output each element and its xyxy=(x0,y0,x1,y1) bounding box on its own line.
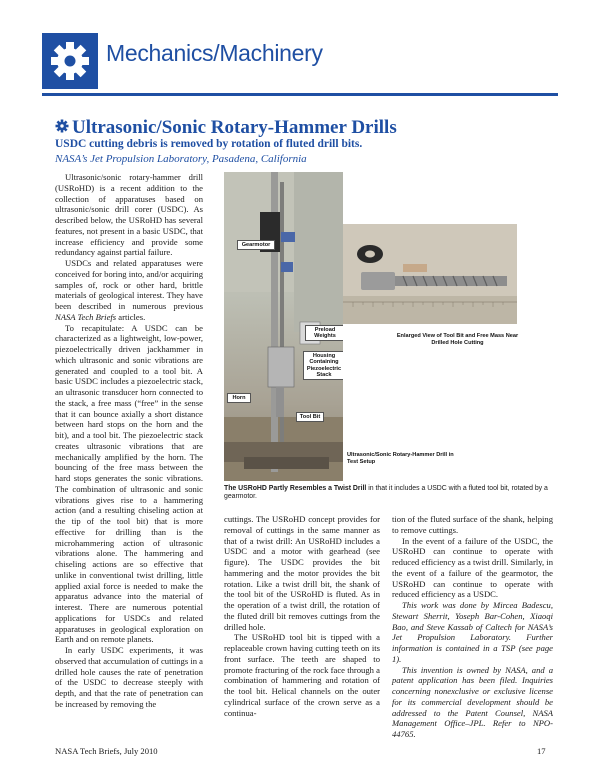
body-column-3 xyxy=(392,514,553,740)
setup-caption: Ultrasonic/Sonic Rotary-Hammer Drill in Test Setup xyxy=(347,452,454,465)
label-gearmotor: Gearmotor xyxy=(237,240,275,250)
section-title: Mechanics/Machinery xyxy=(106,40,323,66)
label-horn: Horn xyxy=(227,393,251,403)
article-subtitle: USDC cutting debris is removed by rotation of fluted drill bits. xyxy=(55,138,363,150)
section-divider xyxy=(42,93,558,96)
paragraph: cuttings. The USRoHD concept provides for removal of cuttings in the same manner as that of a twist drill: An USRoHD includes a USDC and a motor with gearhead (see figure). The USDC provides the bit hammering and the motor provides the bit rotation. Like a twist drill bit, the shank of the tool bit of the USRoHD is fluted. As in the operation of a twist drill, the rotation of the fluted drill bit removes cuttings from the drilled hole. xyxy=(224,514,380,632)
article-source: NASA’s Jet Propulsion Laboratory, Pasadena, California xyxy=(55,153,307,165)
paragraph: tion of the fluted surface of the shank, helping to remove cuttings. xyxy=(392,514,553,535)
paragraph: In early USDC experiments, it was observed that accumulation of cuttings in a drilled hole causes the rate of penetration of the USDC to decrease steeply with depth, and that the rate of penetration can be increased by removing the xyxy=(55,645,203,709)
title-gear-icon xyxy=(55,119,69,138)
paragraph: The USRoHD tool bit is tipped with a replaceable crown having cutting teeth on its front surface. The teeth are shaped to promote fracturing of the rock face through a combination of hammering and rotation of the tool bit. Helical channels on the outer cylindrical surface of the crown serve as a continua- xyxy=(224,632,380,718)
license-paragraph: This invention is owned by NASA, and a patent application has been filed. Inquiries concerning nonexclusive or exclusive license for its commercial development should be addressed to the Patent Counsel, NASA Management Office–JPL. Refer to NPO-44765. xyxy=(392,664,553,739)
paragraph: In the event of a failure of the USDC, the USRoHD can continue to operate with reduced efficiency as a twist drill. Similarly, in the event of a failure of the gearmotor, the USRoHD can continue to operate with reduced efficiency as a USDC. xyxy=(392,535,553,600)
body-column-1 xyxy=(55,172,203,710)
label-housing: Housing Containing Piezoelectric Stack xyxy=(303,351,343,380)
paragraph: Ultrasonic/sonic rotary-hammer drill (USRoHD) is a recent addition to the collection of apparatuses based on ultrasonic/sonic drill corer (USDC). As described below, the USRoHD has several features, not present in a basic USDC, that increase efficiency and provide some redundancy against partial failure. xyxy=(55,172,203,258)
footer-publication: NASA Tech Briefs, July 2010 xyxy=(55,746,158,756)
article-title: Ultrasonic/Sonic Rotary-Hammer Drills xyxy=(72,117,397,138)
label-tool-bit: Tool Bit xyxy=(296,412,324,422)
section-icon-box xyxy=(42,33,98,89)
gear-icon xyxy=(42,33,98,89)
inset-caption: Enlarged View of Tool Bit and Free Mass Near Drilled Hole Cutting xyxy=(396,333,519,346)
label-preload-weights: Preload Weights xyxy=(305,325,343,341)
body-column-2 xyxy=(224,514,380,718)
credits-paragraph: This work was done by Mircea Badescu, Stewart Sherrit, Yoseph Bar-Cohen, Xiaoqi Bao, and Steve Kassab of Caltech for NASA’s Jet Propulsion Laboratory. Further information is contained in a TSP (see page 1). xyxy=(392,600,553,664)
page-number: 17 xyxy=(537,746,546,756)
tool-bit-closeup-photo xyxy=(343,224,517,324)
paragraph: USDCs and related apparatuses were conceived for boring into, and/or acquiring samples of, rock or other hard, brittle materials of geological interest. They have been described in numerous previous NASA Tech Briefs articles. xyxy=(55,258,203,322)
paragraph: To recapitulate: A USDC can be characterized as a lightweight, low-power, piezoelectrically driven jackhammer in which ultrasonic and sonic vibrations are generated and coupled to a tool bit. A basic USDC includes a piezoelectric stack, an ultrasonic transducer horn connected to the stack, a free mass (“free” in the sense that it can bounce axially a short distance between hard stops on the horn and the bit), and a tool bit. The piezoelectric stack creates ultrasonic vibrations that are mechanically amplified by the horn. The bouncing of the free mass between the hard stops generates the sonic vibrations. The combination of ultrasonic and sonic vibrations gives rise to a hammering action (and a resulting chiseling action at the tip of the tool bit) that is more effective for drilling than is the microhammering action of ultrasonic vibrations alone. The hammering and chiseling actions are so effective that unlike in conventional twist drilling, little applied axial force is needed to make the apparatus advance into the material of interest. There are numerous potential applications for USDCs and related apparatuses in geological exploration on Earth and on remote planets. xyxy=(55,322,203,645)
figure-caption: The USRoHD Partly Resembles a Twist Drill in that it includes a USDC with a fluted tool bit, rotated by a gearmotor. xyxy=(224,485,548,501)
test-setup-photo xyxy=(224,172,343,481)
